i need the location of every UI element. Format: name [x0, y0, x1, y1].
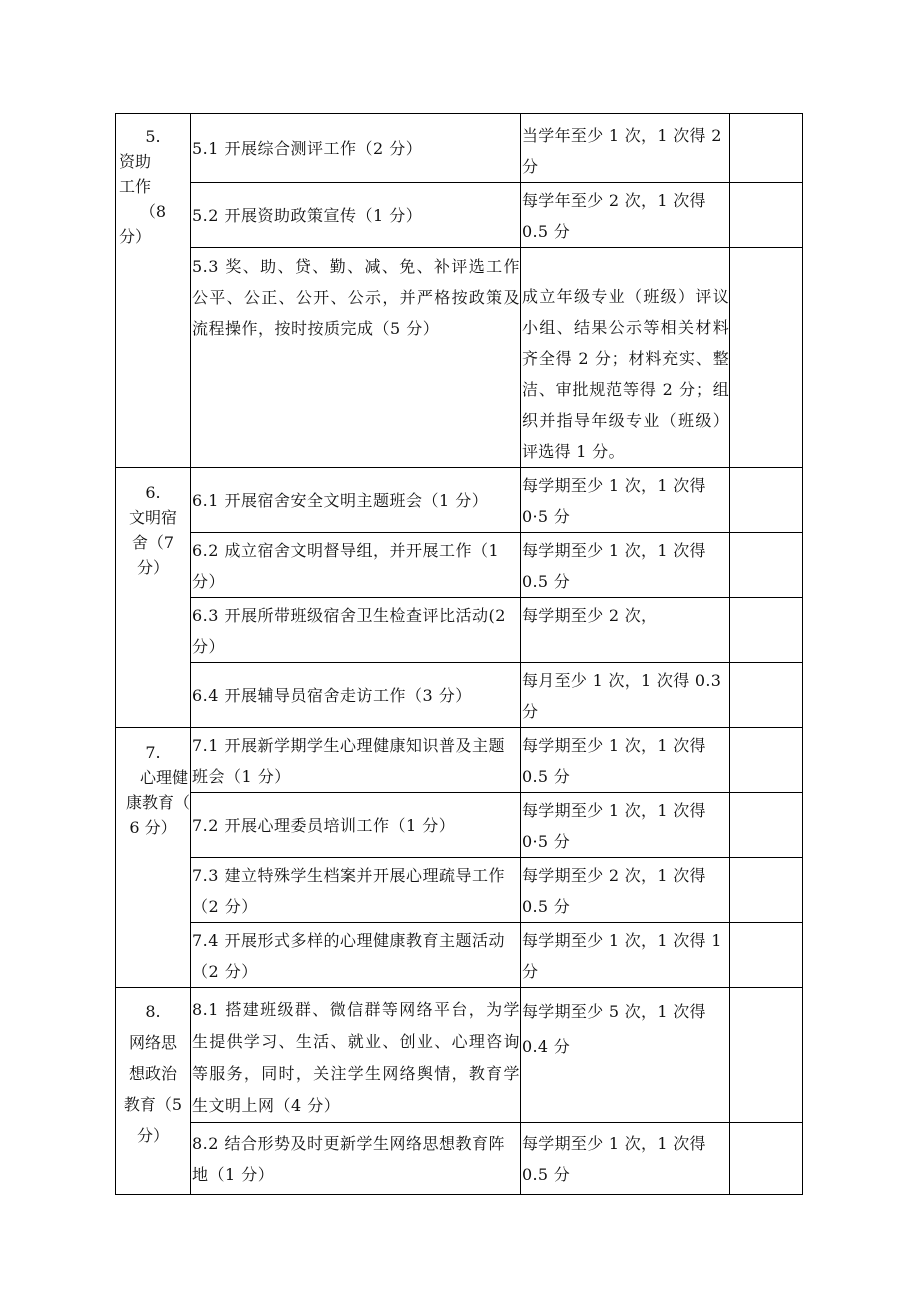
- category-line: 分）: [136, 1126, 169, 1145]
- item-cell: 5.2 开展资助政策宣传（1 分）: [191, 183, 521, 248]
- item-cell: 7.1 开展新学期学生心理健康知识普及主题班会（1 分）: [191, 728, 521, 793]
- standard-cell: 每学期至少 1 次，1 次得 0·5 分: [521, 793, 730, 858]
- standard-cell: 每学期至少 1 次，1 次得 0·5 分: [521, 468, 730, 533]
- item-cell: 6.1 开展宿舍安全文明主题班会（1 分）: [191, 468, 521, 533]
- category-line: 舍（7: [131, 533, 175, 552]
- standard-cell: 每学期至少 2 次，1 次得 0.5 分: [521, 858, 730, 923]
- score-cell: [730, 248, 803, 468]
- category-line: 网络思: [128, 1033, 177, 1052]
- table-row: [116, 858, 803, 923]
- table-row: [116, 468, 803, 533]
- category-line: 资助: [119, 152, 152, 171]
- item-cell: 5.3 奖、助、贷、勤、减、免、补评选工作公平、公正、公开、公示，并严格按政策及流程操作，按时按质完成（5 分）: [191, 248, 521, 468]
- score-cell: [730, 183, 803, 248]
- category-line: 康教育（: [125, 793, 190, 812]
- score-cell: [730, 988, 803, 1123]
- score-cell: [730, 793, 803, 858]
- table-row: [116, 1123, 803, 1195]
- category-cell: [116, 114, 191, 468]
- item-cell: 7.2 开展心理委员培训工作（1 分）: [191, 793, 521, 858]
- item-cell: 8.2 结合形势及时更新学生网络思想教育阵地（1 分）: [191, 1123, 521, 1195]
- category-line: 5.: [145, 127, 161, 146]
- category-line: 6 分）: [129, 818, 177, 837]
- standard-cell: 每学期至少 1 次，1 次得 0.5 分: [521, 728, 730, 793]
- item-cell: 7.4 开展形式多样的心理健康教育主题活动（2 分）: [191, 923, 521, 988]
- table-row: [116, 598, 803, 663]
- score-cell: [730, 468, 803, 533]
- standard-cell: 每学期至少 1 次，1 次得 0.5 分: [521, 1123, 730, 1195]
- category-cell: [116, 988, 191, 1195]
- category-line: 工作: [119, 177, 152, 196]
- standard-cell: 每月至少 1 次，1 次得 0.3 分: [521, 663, 730, 728]
- standard-cell: 每学年至少 2 次，1 次得 0.5 分: [521, 183, 730, 248]
- score-cell: [730, 598, 803, 663]
- item-cell: 8.1 搭建班级群、微信群等网络平台，为学生提供学习、生活、就业、创业、心理咨询等服务，同时，关注学生网络舆情，教育学生文明上网（4 分）: [191, 988, 521, 1123]
- item-cell: 7.3 建立特殊学生档案并开展心理疏导工作（2 分）: [191, 858, 521, 923]
- table-row: [116, 533, 803, 598]
- standard-cell: 每学期至少 1 次，1 次得 1 分: [521, 923, 730, 988]
- score-cell: [730, 923, 803, 988]
- standard-cell: 当学年至少 1 次，1 次得 2 分: [521, 114, 730, 183]
- standard-cell: 每学期至少 5 次，1 次得 0.4 分: [521, 988, 730, 1123]
- category-line: 教育（5: [123, 1095, 183, 1114]
- score-cell: [730, 114, 803, 183]
- item-cell: 5.1 开展综合测评工作（2 分）: [191, 114, 521, 183]
- category-line: 分）: [136, 558, 169, 577]
- table-row: [116, 793, 803, 858]
- category-cell: [116, 728, 191, 988]
- table-row: [116, 923, 803, 988]
- item-cell: 6.4 开展辅导员宿舍走访工作（3 分）: [191, 663, 521, 728]
- table-row: [116, 114, 803, 183]
- score-cell: [730, 728, 803, 793]
- evaluation-table: [115, 113, 803, 1195]
- category-line: 想政治: [128, 1064, 177, 1083]
- category-line: 心理健: [139, 768, 188, 787]
- category-cell: [116, 468, 191, 728]
- item-cell: 6.2 成立宿舍文明督导组，并开展工作（1 分）: [191, 533, 521, 598]
- standard-cell: 每学期至少 2 次，: [521, 598, 730, 663]
- table-row: [116, 663, 803, 728]
- category-line: 7.: [145, 743, 161, 762]
- table-row: [116, 183, 803, 248]
- category-line: 8.: [145, 1002, 161, 1021]
- category-line: 文明宿: [128, 508, 177, 527]
- score-cell: [730, 858, 803, 923]
- score-cell: [730, 1123, 803, 1195]
- score-cell: [730, 533, 803, 598]
- category-line: 分）: [119, 227, 152, 246]
- item-cell: 6.3 开展所带班级宿舍卫生检查评比活动(2 分）: [191, 598, 521, 663]
- standard-cell: 成立年级专业（班级）评议小组、结果公示等相关材料齐全得 2 分；材料充实、整洁、审批规范等得 2 分；组织并指导年级专业（班级）评选得 1 分。: [521, 248, 730, 468]
- table-row: [116, 248, 803, 468]
- standard-cell: 每学期至少 1 次，1 次得 0.5 分: [521, 533, 730, 598]
- table-row: [116, 728, 803, 793]
- table-row: [116, 988, 803, 1123]
- score-cell: [730, 663, 803, 728]
- category-line: （8: [139, 202, 167, 221]
- category-line: 6.: [145, 483, 161, 502]
